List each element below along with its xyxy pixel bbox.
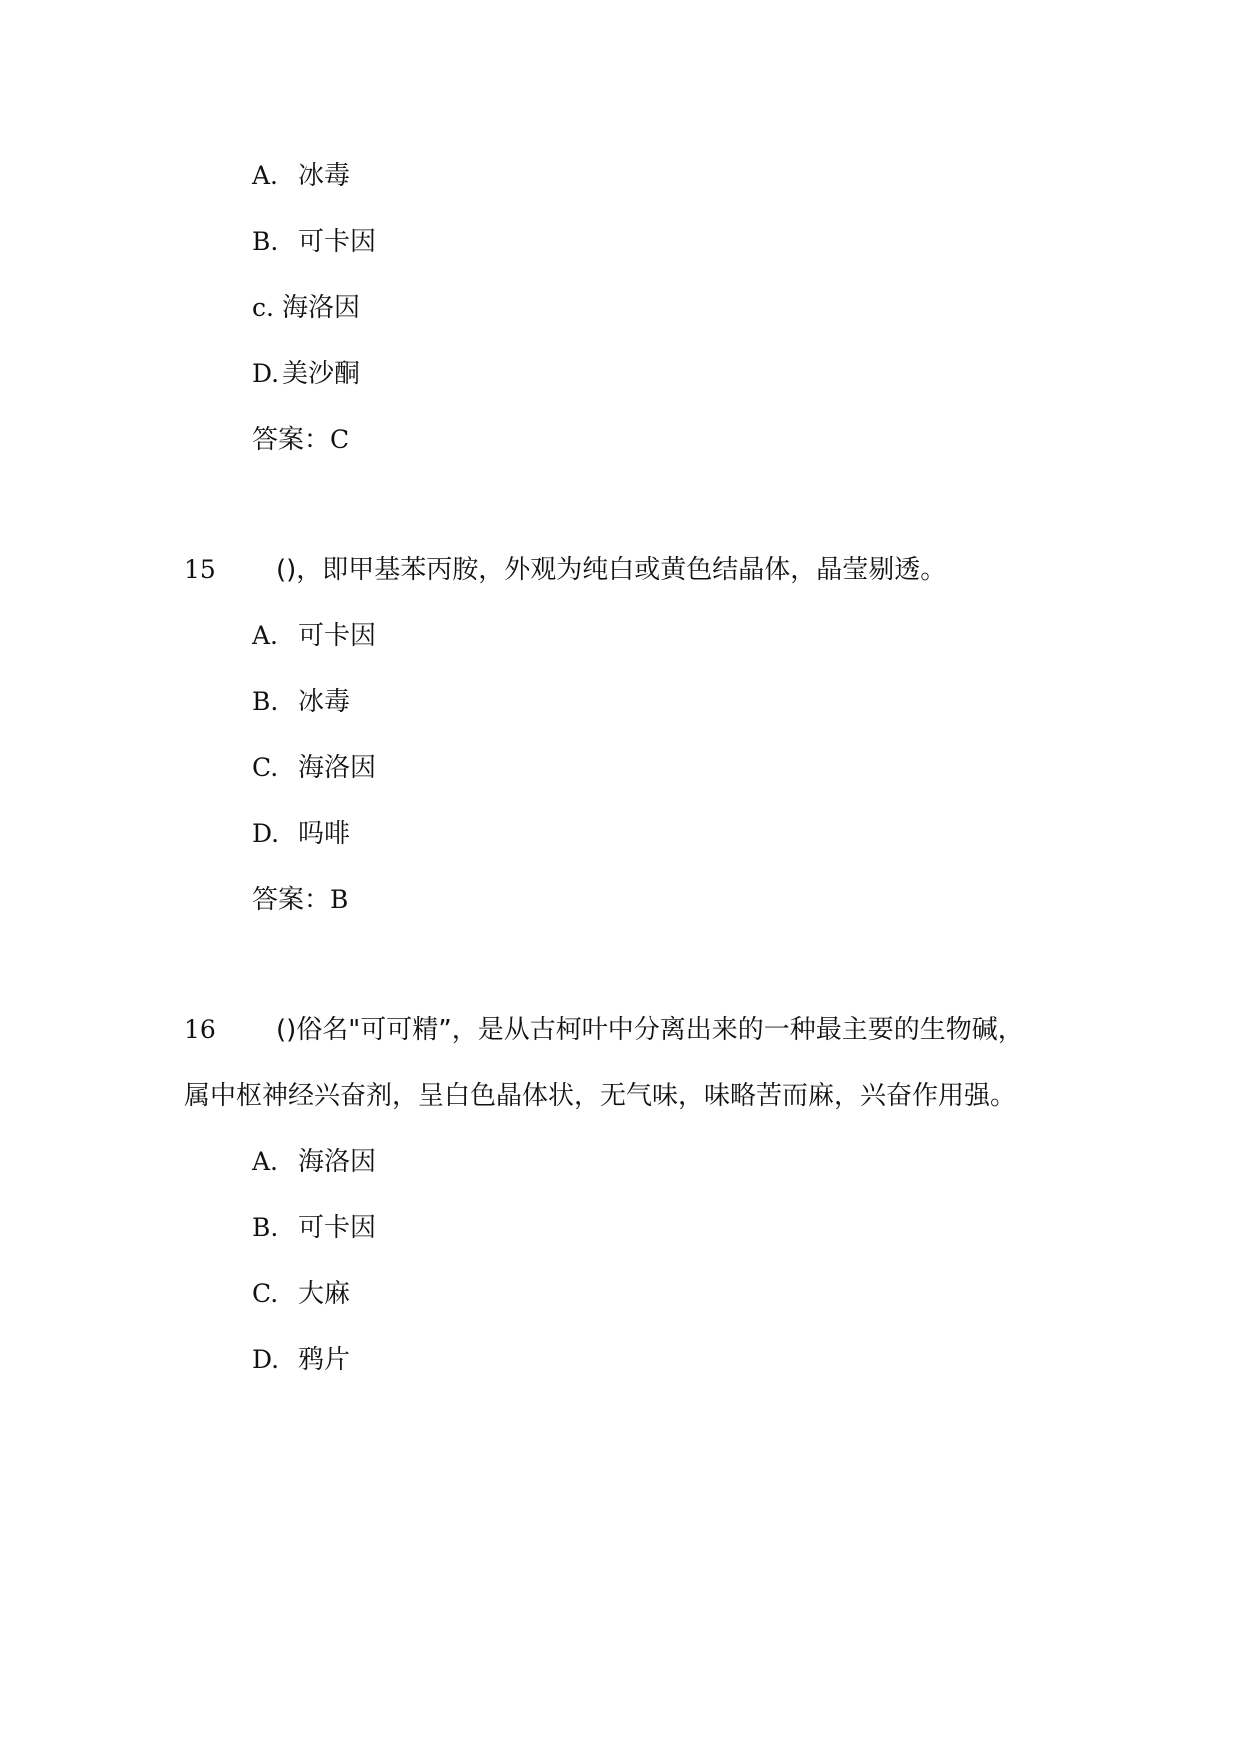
answer-line xyxy=(252,424,349,456)
question-16-stem xyxy=(184,1014,1024,1046)
option-letter: D. xyxy=(252,819,280,848)
option-text: 可卡因 xyxy=(298,1213,377,1243)
answer-line xyxy=(252,884,348,916)
option-text: 可卡因 xyxy=(298,227,377,257)
option-letter: D. xyxy=(252,1345,280,1374)
option-letter: C. xyxy=(252,753,279,782)
answer-value: B xyxy=(330,885,349,914)
option-b xyxy=(252,1212,376,1244)
option-text: 鸦片 xyxy=(298,1345,351,1375)
answer-value: C xyxy=(330,425,350,454)
question-text: 属中枢神经兴奋剂，呈白色晶体状，无气味，味略苦而麻，兴奋作用强。 xyxy=(184,1081,1017,1111)
option-c xyxy=(252,292,360,324)
option-letter: A. xyxy=(252,161,279,190)
option-a xyxy=(252,1146,376,1178)
option-c xyxy=(252,1278,350,1310)
question-number: 15 xyxy=(184,555,216,584)
option-b xyxy=(252,226,376,258)
option-text: 大麻 xyxy=(298,1279,351,1309)
option-text: 冰毒 xyxy=(298,687,351,717)
option-d xyxy=(252,358,360,390)
option-letter: B. xyxy=(252,227,279,256)
option-text: 冰毒 xyxy=(298,161,351,191)
option-text: 美沙酮 xyxy=(282,359,361,389)
question-number: 16 xyxy=(184,1015,216,1044)
option-text: 海洛因 xyxy=(298,753,377,783)
option-letter: A. xyxy=(252,1147,279,1176)
option-a xyxy=(252,160,350,192)
option-letter: c. xyxy=(252,293,274,322)
option-letter: C. xyxy=(252,1279,279,1308)
option-b xyxy=(252,686,350,718)
option-text: 吗啡 xyxy=(298,819,351,849)
option-text: 海洛因 xyxy=(298,1147,377,1177)
answer-label: 答案： xyxy=(252,425,331,455)
option-d xyxy=(252,818,350,850)
option-c xyxy=(252,752,376,784)
option-text: 可卡因 xyxy=(298,621,377,651)
option-letter: A. xyxy=(252,621,279,650)
question-text: ()，即甲基苯丙胺，外观为纯白或黄色结晶体，晶莹剔透。 xyxy=(276,555,947,585)
question-15-stem xyxy=(184,554,946,586)
option-letter: D. xyxy=(252,359,280,388)
option-letter: B. xyxy=(252,687,279,716)
option-d xyxy=(252,1344,350,1376)
question-16-stem-continued xyxy=(184,1080,1016,1112)
option-a xyxy=(252,620,376,652)
question-text: ()俗名"可可精”，是从古柯叶中分离出来的一种最主要的生物碱， xyxy=(276,1015,1024,1045)
option-text: 海洛因 xyxy=(282,293,361,323)
answer-label: 答案： xyxy=(252,885,331,915)
option-letter: B. xyxy=(252,1213,279,1242)
